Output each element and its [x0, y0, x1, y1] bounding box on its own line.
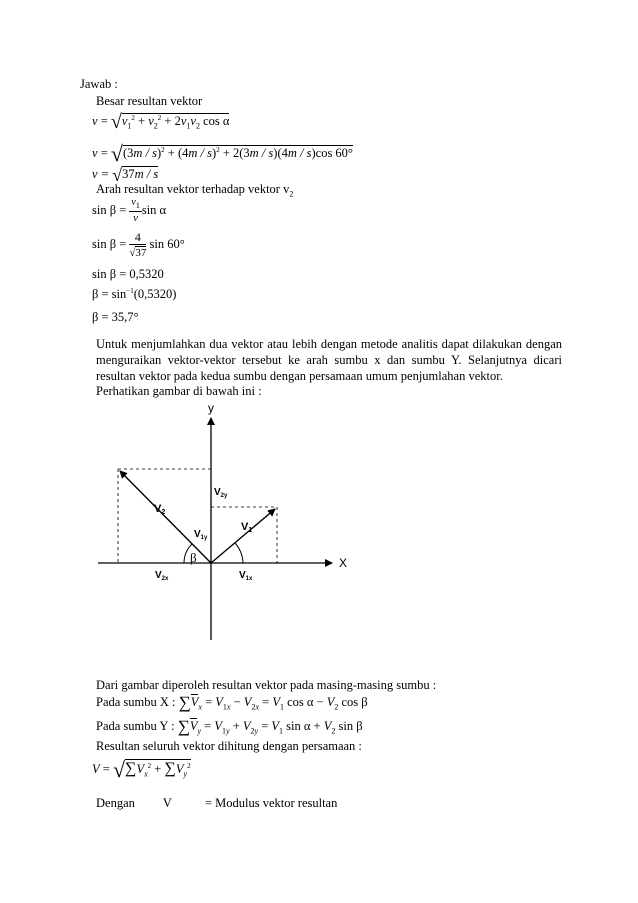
equation-sine-value: sin β = 0,5320 [92, 267, 164, 281]
label-v1x: $V_{1x}$ [239, 570, 253, 582]
x-axis-sum-equation: Pada sumbu X : $\sum V_x = V_{1x} - V_{2x} = V_1$ $\cos \alpha - V_2$ cos β [96, 693, 368, 712]
label-x-axis: X [339, 556, 348, 570]
angle-alpha-arc [235, 543, 243, 563]
y-axis-sum-equation: Pada sumbu Y : $\sum V_y = V_{1y} + V_{2y} = V_1$ $\sin \alpha + V_2$ sin β [96, 717, 363, 736]
equation-magnitude-formula: $v = √v_1^2 + v_2^2 + 2v_1v_2$ cos α [92, 111, 230, 133]
definition-line: Dengan V = Modulus vektor resultan [96, 796, 338, 810]
equation-sine-substituted: sin β = $\frac{4}{√37}$ sin 60° [92, 230, 185, 259]
analytic-method-paragraph: Untuk menjumlahkan dua vektor atau lebih dengan metode analitis dapat dilakukan dengan menguraikan vektor-vektor tersebut ke arah sumbu x dan sumbu Y. Selanjutnya dicari resultan vektor pada kedua sumbu dengan persamaan umum penjumlahan vektor. [96, 337, 562, 383]
direction-heading: Arah resultan vektor terhadap vektor $v_2$ [96, 182, 294, 199]
equation-beta-result: β = 35,7° [92, 310, 139, 324]
from-figure-label: Dari gambar diperoleh resultan vektor pada masing-masing sumbu : [96, 678, 437, 692]
label-v1y: $V_{1y}$ [194, 529, 208, 541]
answer-label: Jawab : [80, 77, 118, 91]
vector-v2 [120, 471, 211, 563]
label-v2x: $V_{2x}$ [155, 570, 169, 582]
label-v2y: $V_{2y}$ [214, 487, 228, 499]
equation-sine-rule: sin β = $\frac{v_1}{v}$ sin α [92, 197, 167, 224]
see-figure-label: Perhatikan gambar di bawah ini : [96, 384, 262, 398]
resultant-label: Resultan seluruh vektor dihitung dengan persamaan : [96, 739, 362, 753]
vector-v1 [211, 509, 275, 563]
magnitude-heading: Besar resultan vektor [96, 94, 203, 108]
equation-arcsine: $\beta = \sin^{-1}(0,5320)$ [92, 287, 177, 302]
label-y-axis: y [208, 401, 214, 415]
resultant-equation: $V = √\sum V_x^2 + \sum V_y^2$ [92, 757, 191, 782]
equation-magnitude-substituted: v = √(3m / s)$^2$ + (4m / s)$^2$ + 2(3m / s)(4m / s)cos 60° [92, 141, 353, 166]
label-beta: β [190, 550, 197, 565]
equation-magnitude-result: v = √37m / s [92, 165, 159, 185]
label-v1: V1 [241, 521, 253, 534]
label-v2: V2 [154, 503, 166, 516]
